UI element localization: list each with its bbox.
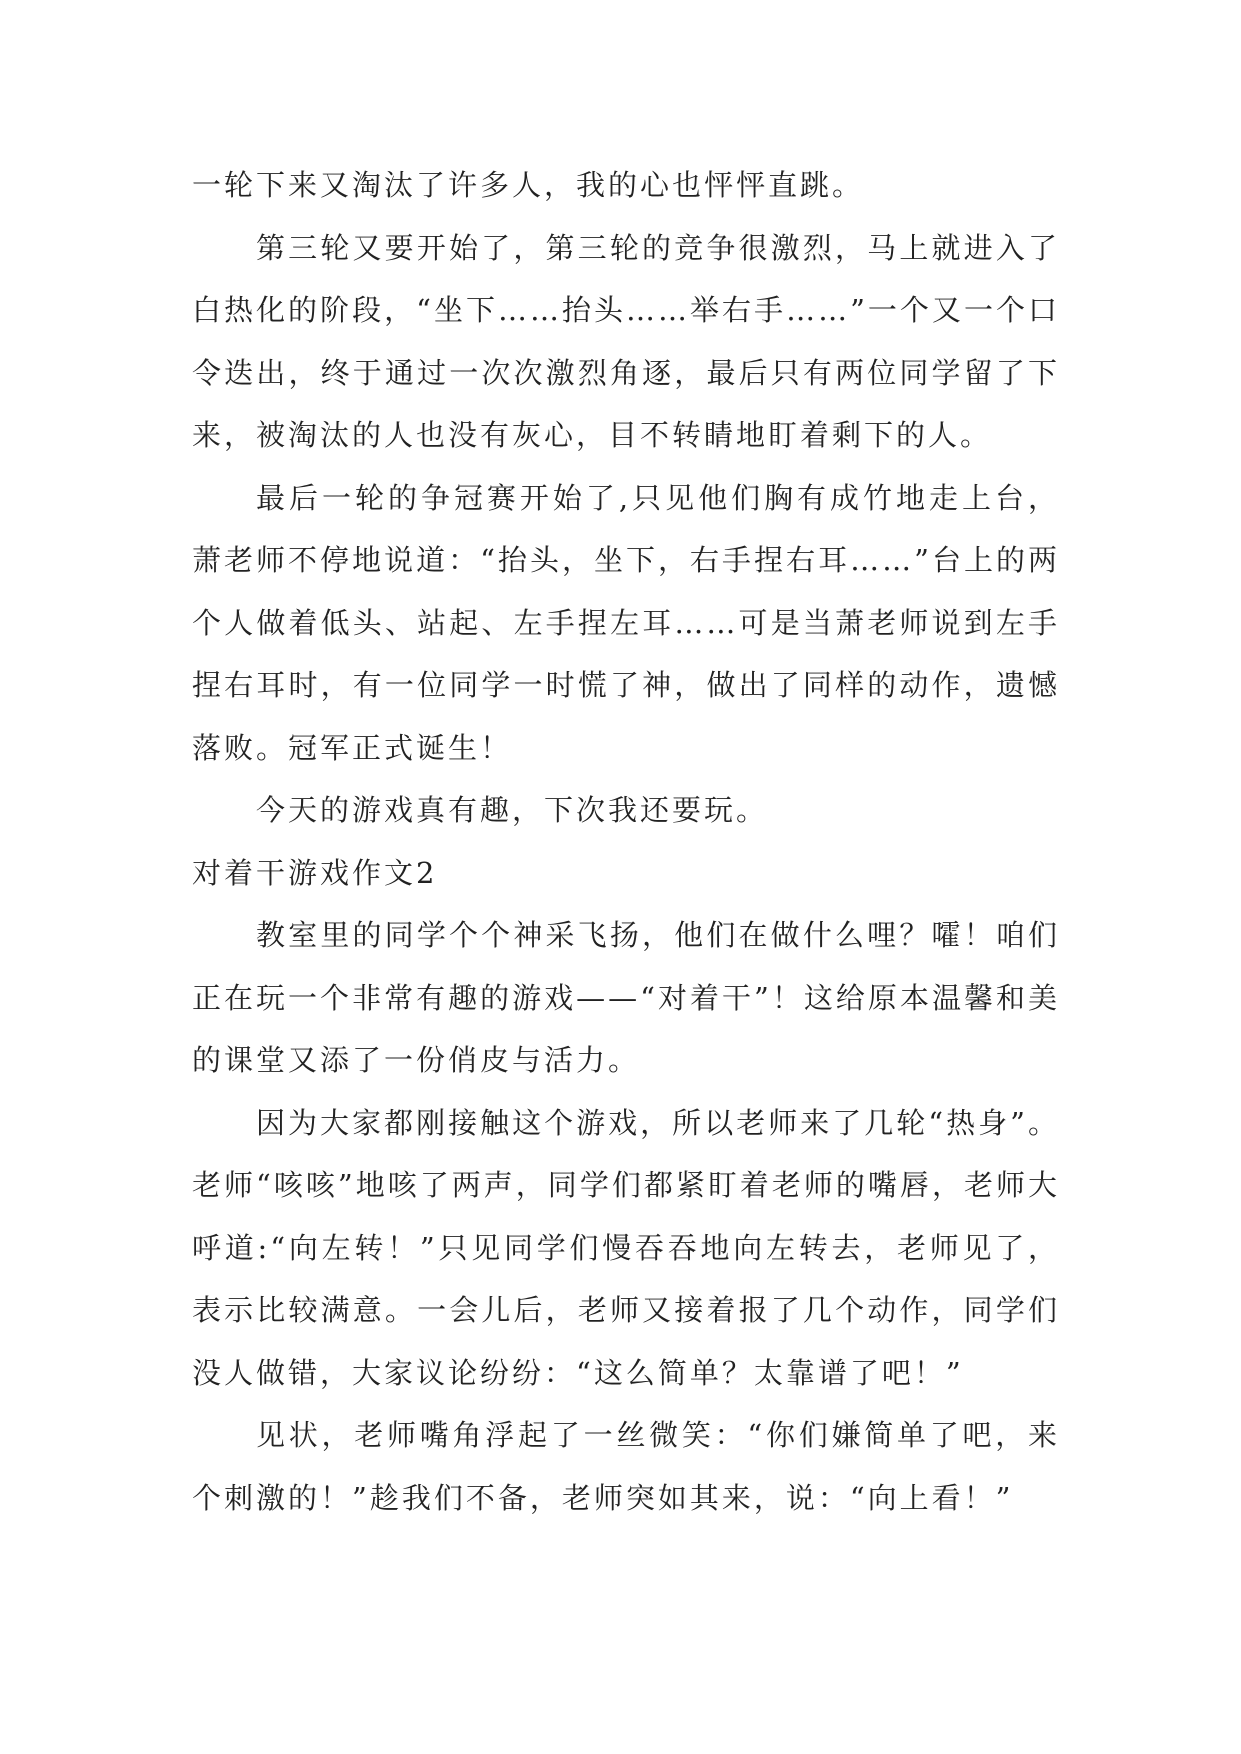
document-body <box>192 154 1060 1529</box>
paragraph-twist: 见状，老师嘴角浮起了一丝微笑：“你们嫌简单了吧，来个刺激的！”趁我们不备，老师突如其来，说：“向上看！” <box>192 1418 1060 1515</box>
paragraph-conclusion: 今天的游戏真有趣，下次我还要玩。 <box>256 793 769 827</box>
paragraph-continuation: 一轮下来又淘汰了许多人，我的心也怦怦直跳。 <box>192 168 865 202</box>
paragraph-intro: 教室里的同学个个神采飞扬，他们在做什么哩？嚯！咱们正在玩一个非常有趣的游戏——“对着干”！这给原本温馨和美的课堂又添了一份俏皮与活力。 <box>192 918 1060 1077</box>
paragraph-round-three: 第三轮又要开始了，第三轮的竞争很激烈，马上就进入了白热化的阶段，“坐下……抬头……举右手……”一个又一个口令迭出，终于通过一次次激烈角逐，最后只有两位同学留了下来，被淘汰的人也没有灰心，目不转睛地盯着剩下的人。 <box>192 230 1060 452</box>
essay-heading: 对着干游戏作文2 <box>192 855 438 890</box>
paragraph-final-round: 最后一轮的争冠赛开始了,只见他们胸有成竹地走上台，萧老师不停地说道：“抬头，坐下，右手捏右耳……”台上的两个人做着低头、站起、左手捏左耳……可是当萧老师说到左手捏右耳时，有一位同学一时慌了神，做出了同样的动作，遗憾落败。冠军正式诞生！ <box>192 480 1060 765</box>
paragraph-warmup: 因为大家都刚接触这个游戏，所以老师来了几轮“热身”。老师“咳咳”地咳了两声，同学们都紧盯着老师的嘴唇，老师大呼道:“向左转！”只见同学们慢吞吞地向左转去，老师见了，表示比较满意。一会儿后，老师又接着报了几个动作，同学们没人做错，大家议论纷纷：“这么简单？太靠谱了吧！” <box>192 1105 1060 1390</box>
